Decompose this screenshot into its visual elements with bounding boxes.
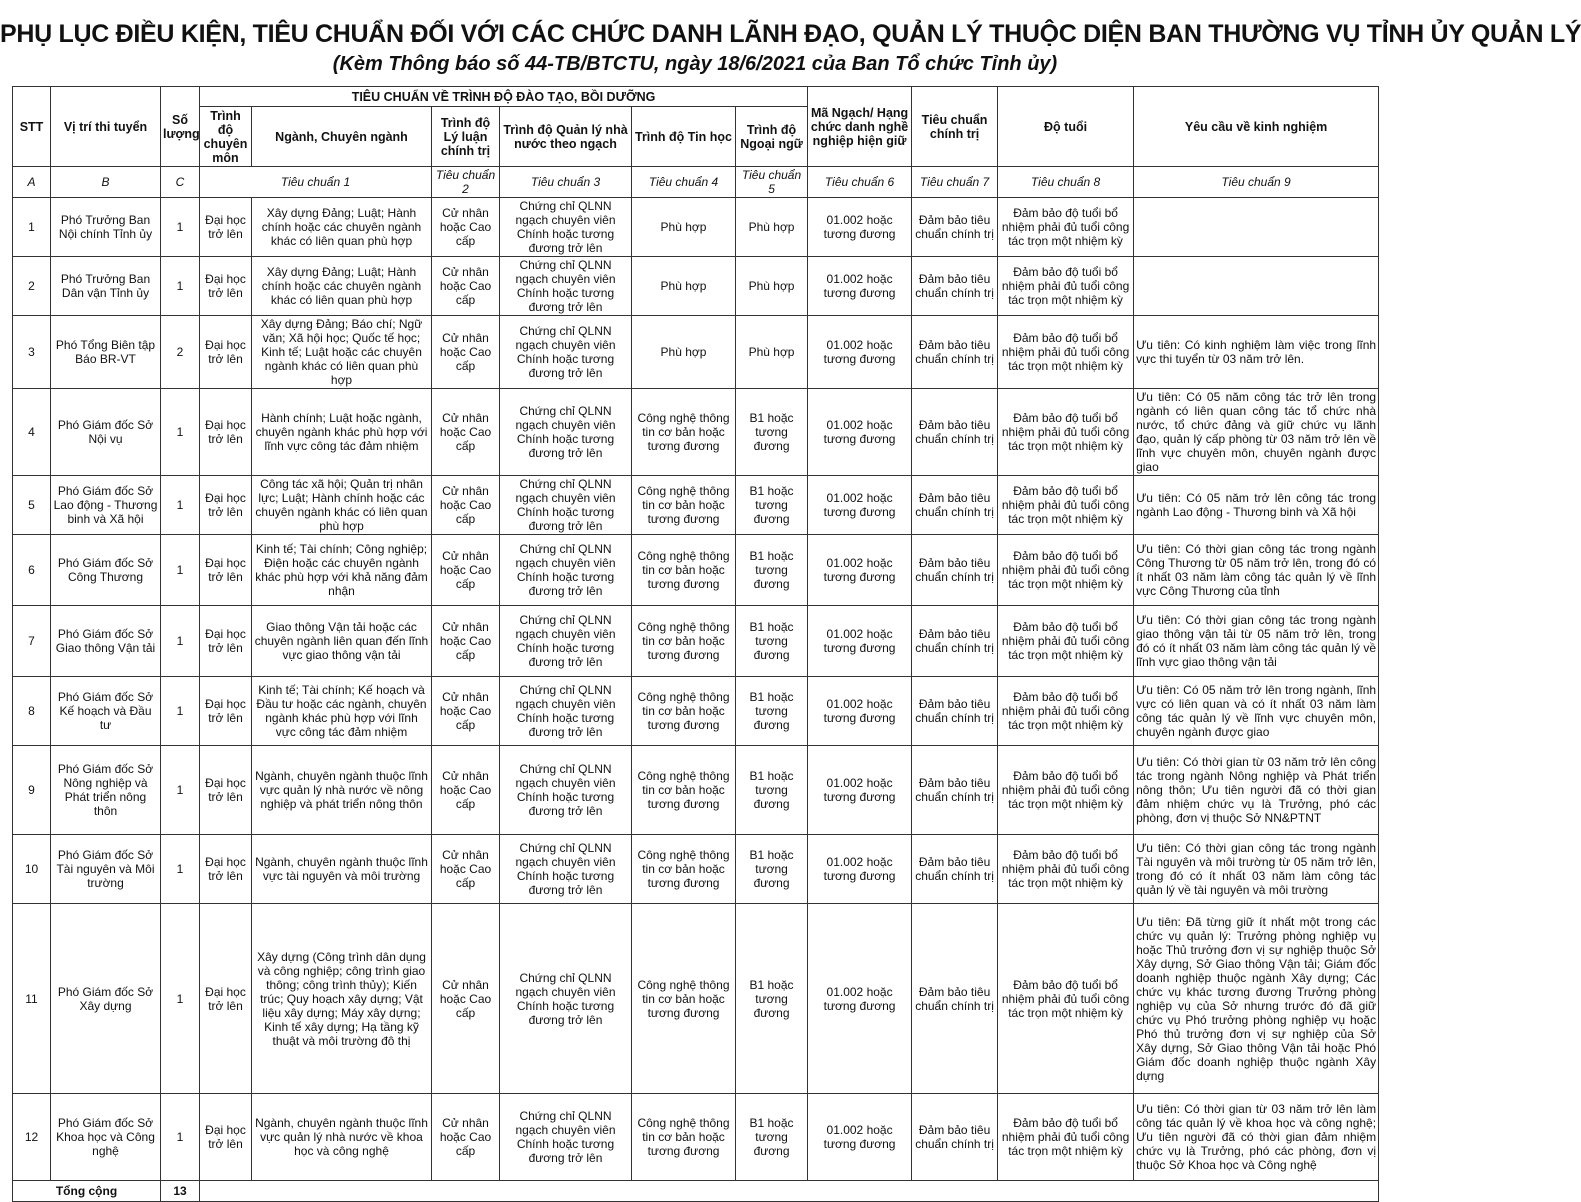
cell-experience: Ưu tiên: Có thời gian từ 03 năm trở lên làm công tác quản lý về khoa học và công nghệ; Ưu tiên người đã có thời gian đảm nhiệm chức vụ là Trưởng, phó các phòng, đơn vị thuộc Sở Khoa học và Công nghệ [1134, 1094, 1379, 1181]
cell-stt: 5 [13, 476, 51, 535]
cell-it: Phù hợp [632, 198, 736, 257]
cell-grade-code: 01.002 hoặc tương đương [808, 316, 912, 389]
table-row [13, 606, 1379, 677]
cell-political-standard: Đảm bảo tiêu chuẩn chính trị [912, 1094, 998, 1181]
total-label: Tổng cộng [13, 1181, 161, 1202]
cell-political-standard: Đảm bảo tiêu chuẩn chính trị [912, 835, 998, 904]
table-row [13, 535, 1379, 606]
cell-it: Công nghệ thông tin cơ bản hoặc tương đương [632, 1094, 736, 1181]
cell-quantity: 1 [161, 535, 200, 606]
cell-major: Xây dựng Đảng; Báo chí; Ngữ văn; Xã hội học; Quốc tế học; Kinh tế; Luật hoặc các chuyên ngành khác có liên quan phù hợp [252, 316, 432, 389]
cell-age: Đảm bảo độ tuổi bổ nhiệm phải đủ tuổi công tác trọn một nhiệm kỳ [998, 316, 1134, 389]
cell-position: Phó Giám đốc Sở Công Thương [51, 535, 161, 606]
header-political-standard: Tiêu chuẩn chính trị [912, 87, 998, 167]
table-row [13, 835, 1379, 904]
table-row [13, 389, 1379, 476]
code-cell: Tiêu chuẩn 5 [736, 167, 808, 198]
cell-expertise: Đại học trở lên [200, 535, 252, 606]
header-expertise: Trình độ chuyên môn [200, 107, 252, 167]
cell-stt: 2 [13, 257, 51, 316]
code-cell: Tiêu chuẩn 9 [1134, 167, 1379, 198]
cell-quantity: 1 [161, 389, 200, 476]
header-grade-code: Mã Ngạch/ Hạng chức danh nghề nghiệp hiện giữ [808, 87, 912, 167]
cell-grade-code: 01.002 hoặc tương đương [808, 257, 912, 316]
cell-expertise: Đại học trở lên [200, 198, 252, 257]
cell-it: Công nghệ thông tin cơ bản hoặc tương đương [632, 835, 736, 904]
cell-political-standard: Đảm bảo tiêu chuẩn chính trị [912, 316, 998, 389]
cell-age: Đảm bảo độ tuổi bổ nhiệm phải đủ tuổi công tác trọn một nhiệm kỳ [998, 389, 1134, 476]
table-row [13, 677, 1379, 746]
cell-grade-code: 01.002 hoặc tương đương [808, 677, 912, 746]
code-cell: A [13, 167, 51, 198]
code-cell: Tiêu chuẩn 7 [912, 167, 998, 198]
cell-language: B1 hoặc tương đương [736, 535, 808, 606]
cell-political-theory: Cử nhân hoặc Cao cấp [432, 389, 500, 476]
cell-stt: 3 [13, 316, 51, 389]
cell-quantity: 2 [161, 316, 200, 389]
cell-it: Công nghệ thông tin cơ bản hoặc tương đương [632, 476, 736, 535]
cell-position: Phó Giám đốc Sở Giao thông Vận tải [51, 606, 161, 677]
cell-major: Ngành, chuyên ngành thuộc lĩnh vực tài nguyên và môi trường [252, 835, 432, 904]
cell-expertise: Đại học trở lên [200, 746, 252, 835]
code-cell: C [161, 167, 200, 198]
table-row [13, 316, 1379, 389]
cell-stt: 1 [13, 198, 51, 257]
cell-major: Ngành, chuyên ngành thuộc lĩnh vực quản lý nhà nước về nông nghiệp và phát triển nông thôn [252, 746, 432, 835]
cell-position: Phó Giám đốc Sở Tài nguyên và Môi trường [51, 835, 161, 904]
cell-experience: Ưu tiên: Có 05 năm công tác trở lên trong ngành có liên quan công tác tổ chức nhà nước, tổ chức đảng và giữ chức vụ lãnh đạo, quản lý cấp phòng từ 03 năm trở lên về lĩnh vực chuyên môn, chuyên ngành được giao [1134, 389, 1379, 476]
cell-state-management: Chứng chỉ QLNN ngạch chuyên viên Chính hoặc tương đương trở lên [500, 677, 632, 746]
cell-age: Đảm bảo độ tuổi bổ nhiệm phải đủ tuổi công tác trọn một nhiệm kỳ [998, 198, 1134, 257]
cell-major: Giao thông Vận tải hoặc các chuyên ngành liên quan đến lĩnh vực giao thông vận tải [252, 606, 432, 677]
cell-experience: Ưu tiên: Đã từng giữ ít nhất một trong các chức vụ quản lý: Trưởng phòng nghiệp vụ hoặc Thủ trưởng đơn vị sự nghiệp thuộc Sở Xây dựng, Sở Giao thông Vận tải; Giám đốc doanh nghiệp thuộc ngành Xây dựng; Các chức vụ khác tương đương Trưởng phòng nghiệp vụ của Sở nhưng trước đó đã giữ chức vụ Phó trưởng phòng nghiệp vụ hoặc Phó thủ trưởng đơn vị sự nghiệp của Sở Xây dựng, Sở Giao thông Vận tải hoặc Phó Giám đốc doanh nghiệp thuộc ngành Xây dựng [1134, 904, 1379, 1094]
cell-it: Công nghệ thông tin cơ bản hoặc tương đương [632, 389, 736, 476]
cell-experience: Ưu tiên: Có thời gian từ 03 năm trở lên công tác trong ngành Nông nghiệp và Phát triển nông thôn; Ưu tiên người đã có thời gian đảm nhiệm chức vụ là Trưởng, phó các phòng, đơn vị thuộc Sở NN&PTNT [1134, 746, 1379, 835]
cell-political-theory: Cử nhân hoặc Cao cấp [432, 535, 500, 606]
header-it: Trình độ Tin học [632, 107, 736, 167]
cell-quantity: 1 [161, 1094, 200, 1181]
table-row [13, 257, 1379, 316]
cell-political-theory: Cử nhân hoặc Cao cấp [432, 476, 500, 535]
cell-state-management: Chứng chỉ QLNN ngạch chuyên viên Chính hoặc tương đương trở lên [500, 1094, 632, 1181]
cell-political-standard: Đảm bảo tiêu chuẩn chính trị [912, 677, 998, 746]
cell-state-management: Chứng chỉ QLNN ngạch chuyên viên Chính hoặc tương đương trở lên [500, 257, 632, 316]
header-political-theory: Trình độ Lý luận chính trị [432, 107, 500, 167]
cell-major: Xây dựng (Công trình dân dụng và công nghiệp; công trình giao thông; công trình thủy); Kiến trúc; Quy hoạch xây dựng; Vật liệu xây dựng; Máy xây dựng; Kinh tế xây dựng; Hạ tầng kỹ thuật và môi trường đô thị [252, 904, 432, 1094]
cell-experience [1134, 257, 1379, 316]
cell-age: Đảm bảo độ tuổi bổ nhiệm phải đủ tuổi công tác trọn một nhiệm kỳ [998, 1094, 1134, 1181]
cell-age: Đảm bảo độ tuổi bổ nhiệm phải đủ tuổi công tác trọn một nhiệm kỳ [998, 904, 1134, 1094]
cell-grade-code: 01.002 hoặc tương đương [808, 1094, 912, 1181]
cell-age: Đảm bảo độ tuổi bổ nhiệm phải đủ tuổi công tác trọn một nhiệm kỳ [998, 257, 1134, 316]
cell-language: B1 hoặc tương đương [736, 677, 808, 746]
cell-age: Đảm bảo độ tuổi bổ nhiệm phải đủ tuổi công tác trọn một nhiệm kỳ [998, 677, 1134, 746]
cell-political-theory: Cử nhân hoặc Cao cấp [432, 606, 500, 677]
cell-experience: Ưu tiên: Có 05 năm trở lên công tác trong ngành Lao động - Thương binh và Xã hội [1134, 476, 1379, 535]
cell-grade-code: 01.002 hoặc tương đương [808, 835, 912, 904]
total-row [13, 1181, 1379, 1202]
cell-language: Phù hợp [736, 257, 808, 316]
cell-expertise: Đại học trở lên [200, 1094, 252, 1181]
cell-quantity: 1 [161, 257, 200, 316]
cell-stt: 7 [13, 606, 51, 677]
cell-language: B1 hoặc tương đương [736, 389, 808, 476]
code-cell: Tiêu chuẩn 3 [500, 167, 632, 198]
cell-expertise: Đại học trở lên [200, 389, 252, 476]
cell-position: Phó Giám đốc Sở Lao động - Thương binh và Xã hội [51, 476, 161, 535]
cell-major: Xây dựng Đảng; Luật; Hành chính hoặc các chuyên ngành khác có liên quan phù hợp [252, 198, 432, 257]
table-row [13, 476, 1379, 535]
cell-stt: 10 [13, 835, 51, 904]
table-row [13, 746, 1379, 835]
cell-grade-code: 01.002 hoặc tương đương [808, 535, 912, 606]
cell-position: Phó Giám đốc Sở Kế hoạch và Đầu tư [51, 677, 161, 746]
cell-political-theory: Cử nhân hoặc Cao cấp [432, 746, 500, 835]
header-quantity: Số lượng [161, 87, 200, 167]
cell-grade-code: 01.002 hoặc tương đương [808, 198, 912, 257]
cell-political-theory: Cử nhân hoặc Cao cấp [432, 904, 500, 1094]
table-row [13, 198, 1379, 257]
cell-political-theory: Cử nhân hoặc Cao cấp [432, 835, 500, 904]
cell-political-standard: Đảm bảo tiêu chuẩn chính trị [912, 904, 998, 1094]
cell-expertise: Đại học trở lên [200, 476, 252, 535]
document-subtitle: (Kèm Thông báo số 44-TB/BTCTU, ngày 18/6/2021 của Ban Tổ chức Tỉnh ủy) [332, 53, 1058, 75]
cell-age: Đảm bảo độ tuổi bổ nhiệm phải đủ tuổi công tác trọn một nhiệm kỳ [998, 535, 1134, 606]
cell-political-standard: Đảm bảo tiêu chuẩn chính trị [912, 606, 998, 677]
cell-major: Xây dựng Đảng; Luật; Hành chính hoặc các chuyên ngành khác có liên quan phù hợp [252, 257, 432, 316]
total-filler [200, 1181, 1379, 1202]
cell-it: Công nghệ thông tin cơ bản hoặc tương đương [632, 677, 736, 746]
code-cell: Tiêu chuẩn 6 [808, 167, 912, 198]
cell-quantity: 1 [161, 746, 200, 835]
cell-major: Hành chính; Luật hoặc ngành, chuyên ngành khác phù hợp với lĩnh vực công tác đảm nhiệm [252, 389, 432, 476]
cell-position: Phó Giám đốc Sở Khoa học và Công nghệ [51, 1094, 161, 1181]
cell-quantity: 1 [161, 904, 200, 1094]
cell-political-theory: Cử nhân hoặc Cao cấp [432, 316, 500, 389]
cell-state-management: Chứng chỉ QLNN ngạch chuyên viên Chính hoặc tương đương trở lên [500, 316, 632, 389]
cell-language: B1 hoặc tương đương [736, 476, 808, 535]
cell-quantity: 1 [161, 677, 200, 746]
cell-language: B1 hoặc tương đương [736, 1094, 808, 1181]
cell-it: Công nghệ thông tin cơ bản hoặc tương đương [632, 606, 736, 677]
code-cell: Tiêu chuẩn 2 [432, 167, 500, 198]
cell-political-theory: Cử nhân hoặc Cao cấp [432, 677, 500, 746]
cell-state-management: Chứng chỉ QLNN ngạch chuyên viên Chính hoặc tương đương trở lên [500, 389, 632, 476]
header-age: Độ tuổi [998, 87, 1134, 167]
cell-language: B1 hoặc tương đương [736, 606, 808, 677]
cell-quantity: 1 [161, 476, 200, 535]
cell-position: Phó Giám đốc Sở Nội vụ [51, 389, 161, 476]
cell-stt: 9 [13, 746, 51, 835]
cell-political-standard: Đảm bảo tiêu chuẩn chính trị [912, 535, 998, 606]
cell-it: Công nghệ thông tin cơ bản hoặc tương đương [632, 535, 736, 606]
cell-position: Phó Giám đốc Sở Nông nghiệp và Phát triển nông thôn [51, 746, 161, 835]
cell-state-management: Chứng chỉ QLNN ngạch chuyên viên Chính hoặc tương đương trở lên [500, 606, 632, 677]
cell-expertise: Đại học trở lên [200, 835, 252, 904]
header-position: Vị trí thi tuyển [51, 87, 161, 167]
cell-position: Phó Giám đốc Sở Xây dựng [51, 904, 161, 1094]
cell-political-standard: Đảm bảo tiêu chuẩn chính trị [912, 257, 998, 316]
cell-quantity: 1 [161, 835, 200, 904]
code-cell: B [51, 167, 161, 198]
header-major: Ngành, Chuyên ngành [252, 107, 432, 167]
cell-quantity: 1 [161, 606, 200, 677]
cell-state-management: Chứng chỉ QLNN ngạch chuyên viên Chính hoặc tương đương trở lên [500, 476, 632, 535]
table-row [13, 1094, 1379, 1181]
cell-major: Công tác xã hội; Quản trị nhân lực; Luật; Hành chính hoặc các chuyên ngành khác có liên quan phù hợp [252, 476, 432, 535]
cell-state-management: Chứng chỉ QLNN ngạch chuyên viên Chính hoặc tương đương trở lên [500, 835, 632, 904]
cell-political-standard: Đảm bảo tiêu chuẩn chính trị [912, 198, 998, 257]
code-cell: Tiêu chuẩn 8 [998, 167, 1134, 198]
document-title: PHỤ LỤC ĐIỀU KIỆN, TIÊU CHUẨN ĐỐI VỚI CÁC CHỨC DANH LÃNH ĐẠO, QUẢN LÝ THUỘC DIỆN BAN THƯỜNG VỤ TỈNH ỦY QUẢN LÝ [0, 20, 1581, 48]
cell-age: Đảm bảo độ tuổi bổ nhiệm phải đủ tuổi công tác trọn một nhiệm kỳ [998, 476, 1134, 535]
cell-language: Phù hợp [736, 198, 808, 257]
cell-major: Kinh tế; Tài chính; Kế hoạch và Đầu tư hoặc các ngành, chuyên ngành khác phù hợp với lĩnh vực công tác đảm nhiệm [252, 677, 432, 746]
criteria-code-row [13, 167, 1379, 198]
cell-experience: Ưu tiên: Có thời gian công tác trong ngành giao thông vận tải từ 05 năm trở lên, trong đó có ít nhất 03 năm làm công tác quản lý về lĩnh vực giao thông vận tải [1134, 606, 1379, 677]
code-cell: Tiêu chuẩn 4 [632, 167, 736, 198]
cell-political-theory: Cử nhân hoặc Cao cấp [432, 1094, 500, 1181]
cell-major: Ngành, chuyên ngành thuộc lĩnh vực quản lý nhà nước về khoa học và công nghệ [252, 1094, 432, 1181]
table-row [13, 904, 1379, 1094]
total-value: 13 [161, 1181, 200, 1202]
cell-position: Phó Tổng Biên tập Báo BR-VT [51, 316, 161, 389]
cell-expertise: Đại học trở lên [200, 904, 252, 1094]
cell-expertise: Đại học trở lên [200, 606, 252, 677]
cell-political-standard: Đảm bảo tiêu chuẩn chính trị [912, 746, 998, 835]
cell-experience [1134, 198, 1379, 257]
code-cell: Tiêu chuẩn 1 [200, 167, 432, 198]
cell-state-management: Chứng chỉ QLNN ngạch chuyên viên Chính hoặc tương đương trở lên [500, 535, 632, 606]
cell-position: Phó Trưởng Ban Dân vận Tỉnh ủy [51, 257, 161, 316]
cell-grade-code: 01.002 hoặc tương đương [808, 746, 912, 835]
criteria-table [12, 86, 1379, 1202]
cell-grade-code: 01.002 hoặc tương đương [808, 904, 912, 1094]
cell-language: B1 hoặc tương đương [736, 746, 808, 835]
cell-language: B1 hoặc tương đương [736, 835, 808, 904]
cell-language: Phù hợp [736, 316, 808, 389]
cell-major: Kinh tế; Tài chính; Công nghiệp; Điện hoặc các chuyên ngành khác phù hợp với khả năng đảm nhận [252, 535, 432, 606]
cell-age: Đảm bảo độ tuổi bổ nhiệm phải đủ tuổi công tác trọn một nhiệm kỳ [998, 835, 1134, 904]
cell-state-management: Chứng chỉ QLNN ngạch chuyên viên Chính hoặc tương đương trở lên [500, 198, 632, 257]
cell-age: Đảm bảo độ tuổi bổ nhiệm phải đủ tuổi công tác trọn một nhiệm kỳ [998, 606, 1134, 677]
cell-stt: 8 [13, 677, 51, 746]
cell-expertise: Đại học trở lên [200, 677, 252, 746]
cell-political-theory: Cử nhân hoặc Cao cấp [432, 257, 500, 316]
cell-state-management: Chứng chỉ QLNN ngạch chuyên viên Chính hoặc tương đương trở lên [500, 904, 632, 1094]
cell-experience: Ưu tiên: Có thời gian công tác trong ngành Công Thương từ 05 năm trở lên, trong đó có ít nhất 03 năm làm công tác quản lý về lĩnh vực Công Thương của tỉnh [1134, 535, 1379, 606]
header-training-group: TIÊU CHUẨN VỀ TRÌNH ĐỘ ĐÀO TẠO, BỒI DƯỠNG [200, 87, 808, 107]
cell-political-theory: Cử nhân hoặc Cao cấp [432, 198, 500, 257]
cell-political-standard: Đảm bảo tiêu chuẩn chính trị [912, 476, 998, 535]
cell-stt: 12 [13, 1094, 51, 1181]
table-body [13, 198, 1379, 1181]
header-language: Trình độ Ngoại ngữ [736, 107, 808, 167]
header-experience: Yêu cầu về kinh nghiệm [1134, 87, 1379, 167]
header-state-management: Trình độ Quản lý nhà nước theo ngạch [500, 107, 632, 167]
cell-political-standard: Đảm bảo tiêu chuẩn chính trị [912, 389, 998, 476]
cell-language: B1 hoặc tương đương [736, 904, 808, 1094]
cell-experience: Ưu tiên: Có kinh nghiệm làm việc trong lĩnh vực thi tuyển từ 03 năm trở lên. [1134, 316, 1379, 389]
cell-stt: 6 [13, 535, 51, 606]
cell-grade-code: 01.002 hoặc tương đương [808, 606, 912, 677]
cell-grade-code: 01.002 hoặc tương đương [808, 476, 912, 535]
cell-state-management: Chứng chỉ QLNN ngạch chuyên viên Chính hoặc tương đương trở lên [500, 746, 632, 835]
cell-stt: 11 [13, 904, 51, 1094]
cell-age: Đảm bảo độ tuổi bổ nhiệm phải đủ tuổi công tác trọn một nhiệm kỳ [998, 746, 1134, 835]
cell-it: Phù hợp [632, 316, 736, 389]
cell-it: Công nghệ thông tin cơ bản hoặc tương đương [632, 904, 736, 1094]
cell-it: Phù hợp [632, 257, 736, 316]
cell-it: Công nghệ thông tin cơ bản hoặc tương đương [632, 746, 736, 835]
header-stt: STT [13, 87, 51, 167]
cell-expertise: Đại học trở lên [200, 257, 252, 316]
cell-experience: Ưu tiên: Có thời gian công tác trong ngành Tài nguyên và môi trường từ 05 năm trở lên, trong đó có ít nhất 03 năm làm công tác quản lý về tài nguyên và môi trường [1134, 835, 1379, 904]
cell-position: Phó Trưởng Ban Nội chính Tỉnh ủy [51, 198, 161, 257]
cell-grade-code: 01.002 hoặc tương đương [808, 389, 912, 476]
cell-expertise: Đại học trở lên [200, 316, 252, 389]
cell-stt: 4 [13, 389, 51, 476]
cell-quantity: 1 [161, 198, 200, 257]
cell-experience: Ưu tiên: Có 05 năm trở lên trong ngành, lĩnh vực có liên quan và có ít nhất 03 năm làm công tác quản lý về lĩnh vực chuyên môn, chuyên ngành được giao [1134, 677, 1379, 746]
